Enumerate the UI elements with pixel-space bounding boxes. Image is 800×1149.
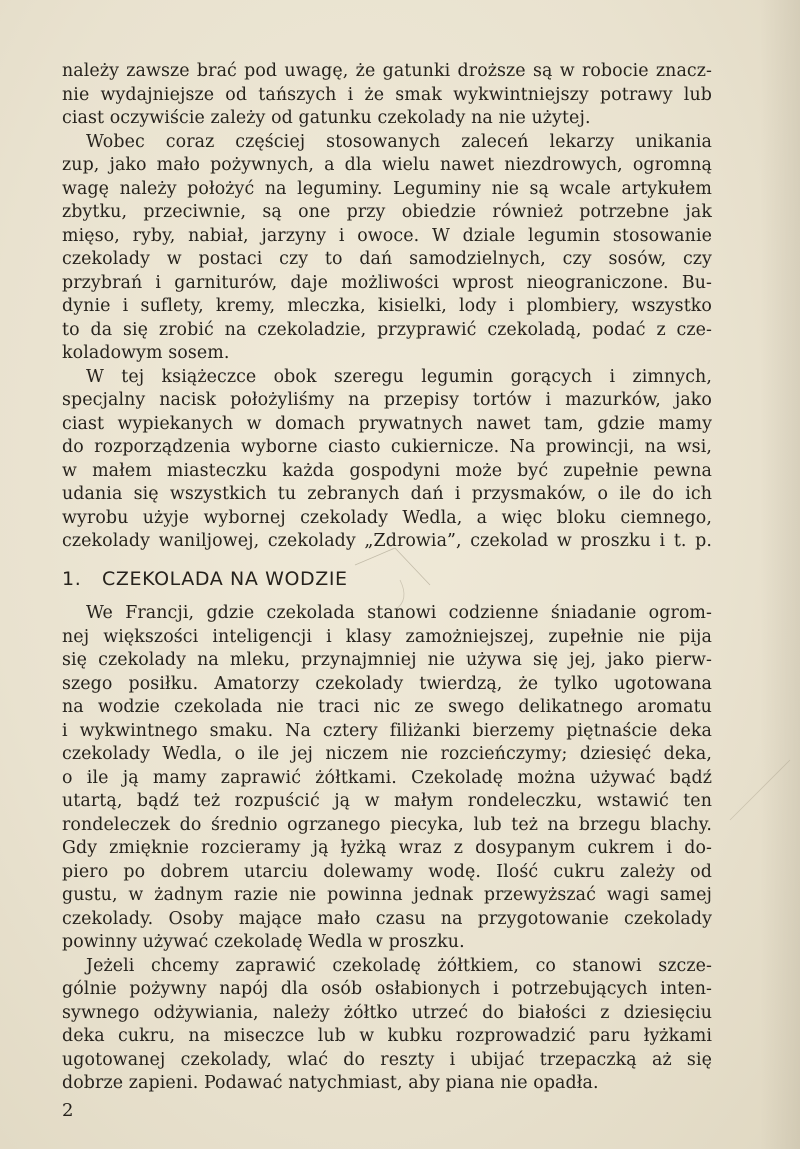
text-line: specjalny nacisk położyliśmy na przepisy tortów i mazurków, jako <box>62 390 712 410</box>
text-line: W tej książeczce obok szeregu legumin gorących i zimnych, <box>86 366 712 387</box>
text-line: zup, jako mało pożywnych, a dla wielu nawet niezdrowych, ogromną <box>62 155 712 175</box>
section-number: 1. <box>62 568 82 590</box>
text-line: o ile ją mamy zaprawić żółtkami. Czekoladę można używać bądź <box>62 767 712 788</box>
text-line: dobrze zapieni. Podawać natychmiast, aby piana nie opadła. <box>62 1073 599 1093</box>
text-line: ciast wypiekanych w domach prywatnych nawet tam, gdzie mamy <box>62 413 712 434</box>
text-line: czekolady waniljowej, czekolady „Zdrowia”, czekolad w proszku i t. p. <box>62 531 712 551</box>
text-line: w małem miasteczku każda gospodyni może być zupełnie pewna <box>62 460 712 481</box>
text-line: Gdy zmięknie rozcieramy ją łyżką wraz z dosypanym cukrem i do- <box>62 838 712 858</box>
text-line: powinny używać czekoladę Wedla w proszku. <box>62 932 465 952</box>
text-line: wagę należy położyć na leguminy. Leguminy nie są wcale artykułem <box>62 178 712 199</box>
section-text <box>62 602 712 1096</box>
text-line: udania się wszystkich tu zebranych dań i przysmaków, o ile do ich <box>62 484 712 504</box>
text-line: szego posiłku. Amatorzy czekolady twierdzą, że tylko ugotowana <box>62 673 712 694</box>
text-line: się czekolady na mleku, przynajmniej nie używa się jej, jako pierw- <box>62 650 712 670</box>
text-line: ciast oczywiście zależy od gatunku czekolady na nie użytej. <box>62 108 591 128</box>
text-line: gustu, w żadnym razie nie powinna jednak przewyższać wagi samej <box>62 885 712 905</box>
text-line: przybrań i garniturów, daje możliwości wprost nieograniczone. Bu- <box>62 272 712 293</box>
text-line: piero po dobrem utarciu dolewamy wodę. Ilość cukru zależy od <box>62 861 712 882</box>
text-line: ugotowanej czekolady, wlać do reszty i ubijać trzepaczką aż się <box>62 1049 712 1070</box>
page-number: 2 <box>62 1100 74 1121</box>
text-line: wyrobu użyje wybornej czekolady Wedla, a więc bloku ciemnego, <box>62 507 712 528</box>
text-line: deka cukru, na miseczce lub w kubku rozprowadzić paru łyżkami <box>62 1026 712 1046</box>
text-line: to da się zrobić na czekoladzie, przyprawić czekoladą, podać z cze- <box>62 319 712 340</box>
intro-text <box>62 60 712 554</box>
text-line: koladowym sosem. <box>62 343 230 363</box>
text-line: należy zawsze brać pod uwagę, że gatunki droższe są w robocie znacz- <box>62 61 712 81</box>
text-line: gólnie pożywny napój dla osób osłabionych i potrzebujących inten- <box>62 979 712 999</box>
text-line: We Francji, gdzie czekolada stanowi codzienne śniadanie ogrom- <box>86 603 712 623</box>
text-line: rondeleczek do średnio ogrzanego piecyka, lub też na brzegu blachy. <box>62 814 712 835</box>
text-line: Jeżeli chcemy zaprawić czekoladę żółtkiem, co stanowi szcze- <box>86 955 712 976</box>
text-line: i wykwintnego smaku. Na cztery filiżanki bierzemy piętnaście deka <box>62 720 712 741</box>
text-line: nej większości inteligencji i klasy zamożniejszej, zupełnie nie pija <box>62 626 712 647</box>
text-line: do rozporządzenia wyborne ciasto cukiernicze. Na prowincji, na wsi, <box>62 437 712 457</box>
section-heading <box>62 568 348 590</box>
text-line: czekolady Wedla, o ile jej niczem nie rozcieńczymy; dziesięć deka, <box>62 744 712 764</box>
page-edge-shadow <box>760 0 800 1149</box>
text-line: dynie i suflety, kremy, mleczka, kisielki, lody i plombiery, wszystko <box>62 296 712 316</box>
text-line: czekolady w postaci czy to dań samodzielnych, czy sosów, czy <box>62 249 712 269</box>
text-line: utartą, bądź też rozpuścić ją w małym rondeleczku, wstawić ten <box>62 791 712 811</box>
text-line: mięso, ryby, nabiał, jarzyny i owoce. W dziale legumin stosowanie <box>62 225 712 246</box>
text-line: na wodzie czekolada nie traci nic ze swego delikatnego aromatu <box>62 697 712 717</box>
text-line: sywnego odżywiania, należy żółtko utrzeć do białości z dziesięciu <box>62 1002 712 1023</box>
text-line: zbytku, przeciwnie, są one przy obiedzie również potrzebne jak <box>62 202 712 222</box>
section-title: CZEKOLADA NA WODZIE <box>102 568 348 590</box>
text-line: nie wydajniejsze od tańszych i że smak wykwintniejszy potrawy lub <box>62 84 712 105</box>
text-line: czekolady. Osoby mające mało czasu na przygotowanie czekolady <box>62 908 712 929</box>
text-line: Wobec coraz częściej stosowanych zaleceń lekarzy unikania <box>86 131 712 152</box>
